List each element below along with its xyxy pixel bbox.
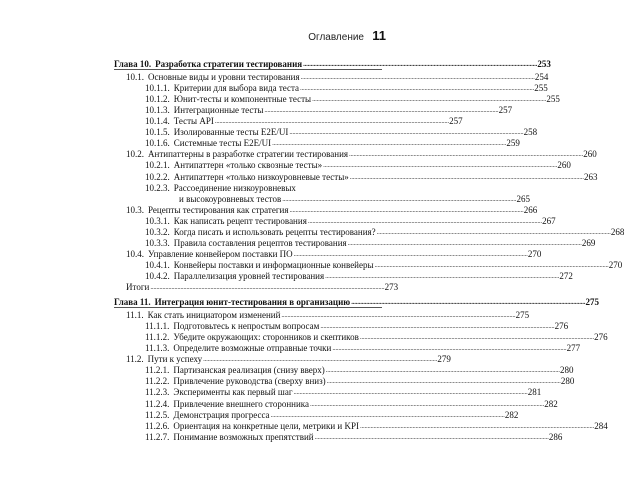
toc-entry-page: 255 — [546, 94, 560, 105]
toc-entry-page: 260 — [583, 149, 597, 160]
toc-entry-title: Управление конвейером поставки ПО — [148, 248, 293, 259]
toc-entry-title: Тесты API — [173, 116, 214, 127]
toc-entry-title: Когда писать и использовать рецепты тестирования? — [173, 226, 376, 237]
toc-entry-page: 281 — [527, 387, 542, 398]
toc-entry-page: 279 — [437, 354, 451, 365]
toc-entry-number: 10.3. — [126, 204, 144, 215]
toc-entry-title: Антипаттерн «только низкоуровневые тесты» — [173, 171, 349, 182]
toc-entry-title: Эксперименты как первый шаг — [173, 387, 293, 398]
chapter-underline — [114, 307, 382, 308]
toc-entry — [126, 281, 399, 293]
toc-entry-page: 275 — [515, 310, 530, 321]
toc-entry-page: 284 — [594, 420, 608, 431]
toc-entry-title: Разработка стратегии тестирования — [155, 59, 303, 69]
page-number: 11 — [372, 28, 386, 43]
dot-leader — [351, 296, 584, 308]
toc-entry-page: 254 — [534, 72, 549, 83]
toc-entry-number: 10.4.2. — [145, 270, 170, 281]
toc-entry-number: Глава 10. — [114, 59, 152, 69]
toc-entry-title: Привлечение внешнего сторонника — [173, 398, 310, 409]
page-header — [0, 26, 500, 46]
chapter-underline — [114, 69, 382, 70]
toc-entry-number: 10.1.2. — [145, 94, 170, 105]
toc-entry-page: 253 — [537, 59, 551, 69]
toc-entry-title: Как стать инициатором изменений — [147, 310, 281, 321]
dot-leader — [315, 431, 548, 443]
toc-entry-title: Как написать рецепт тестирования — [173, 215, 307, 226]
dot-leader — [350, 171, 583, 183]
toc-entry-number: 10.2. — [126, 149, 144, 160]
toc-entry-page: 257 — [498, 105, 513, 116]
toc-entry-number: 10.1.4. — [145, 116, 170, 127]
toc-entry-page: 282 — [504, 409, 519, 420]
toc-entry-page: 266 — [523, 204, 538, 215]
toc-entry-title: Определите возможные отправные точки — [173, 343, 332, 354]
toc-entry-number: 11.1. — [126, 310, 144, 321]
toc-entry-number: 10.1.1. — [145, 83, 170, 94]
toc-entry-title: Антипаттерн «только сквозные тесты» — [173, 160, 323, 171]
toc-entry-title: Правила составления рецептов тестирования — [173, 237, 347, 248]
toc-entry-page: 286 — [548, 431, 563, 442]
toc-entry-number: 11.1.2. — [145, 332, 170, 343]
toc-entry-number: 10.1. — [126, 72, 144, 83]
running-head-title: Оглавление — [308, 32, 364, 43]
toc-entry-page: 276 — [594, 332, 608, 343]
toc-entry-number: 10.3.3. — [145, 237, 170, 248]
toc-entry-number: 10.4.1. — [145, 259, 170, 270]
toc-entry-title: Параллелизация уровней тестирования — [173, 270, 325, 281]
toc-entry-number: 10.2.2. — [145, 171, 170, 182]
toc-entry-page: 267 — [542, 215, 556, 226]
toc-entry-number: 11.2.1. — [145, 365, 170, 376]
toc-entry-title: Партизанская реализация (снизу вверх) — [173, 365, 325, 376]
toc-entry-title: Интеграция юнит-тестирования в организацию — [154, 297, 351, 308]
toc-entry — [145, 431, 563, 443]
toc-entry-number: 11.2.7. — [145, 431, 170, 442]
toc-entry-title: Юнит-тесты и компонентные тесты — [173, 94, 312, 105]
toc-entry-title: Понимание возможных препятствий — [173, 431, 314, 442]
toc-entry-title: Убедите окружающих: сторонников и скептиков — [173, 332, 359, 343]
toc-entry-page: 272 — [559, 270, 573, 281]
toc-entry-page: 268 — [610, 226, 624, 237]
toc-entry-page: 260 — [557, 160, 571, 171]
toc-entry-number: 10.2.3. — [145, 182, 170, 193]
toc-entry-number: Глава 11. — [114, 297, 151, 308]
dot-leader — [150, 281, 383, 293]
toc-entry-title: Антипаттерны в разработке стратегии тестирования — [148, 149, 349, 160]
toc-entry-number: 10.3.1. — [145, 215, 170, 226]
toc-entry-page: 275 — [585, 297, 599, 308]
toc-entry-title: Конвейеры поставки и информационные конвейеры — [173, 259, 374, 270]
toc-entry-title: Критерии для выбора вида теста — [173, 83, 300, 94]
toc-entry-number: 10.1.6. — [145, 138, 170, 149]
toc-entry-number: 11.2.6. — [145, 420, 170, 431]
toc-entry-title: Основные виды и уровни тестирования — [148, 72, 300, 83]
toc-entry-number: 11.1.1. — [145, 321, 170, 332]
toc-entry-number: 10.2.1. — [145, 160, 170, 171]
toc-entry-number: 11.1.3. — [145, 343, 170, 354]
toc-entry-number: 11.2. — [126, 354, 144, 365]
toc-entry-number: 10.1.3. — [145, 105, 170, 116]
toc-entry-title: Итоги — [126, 282, 150, 292]
toc-entry-page: 270 — [608, 259, 623, 270]
toc-entry-page: 259 — [506, 138, 520, 149]
toc-entry-title: и высокоуровневых тестов — [179, 193, 282, 204]
toc-entry-page: 273 — [384, 282, 399, 292]
toc-entry-title: Системные тесты E2E/UI — [173, 138, 272, 149]
toc-entry-number: 10.3.2. — [145, 226, 170, 237]
toc-entry-title: Ориентация на конкретные цели, метрики и KPI — [173, 420, 359, 431]
toc-entry-page: 282 — [544, 398, 558, 409]
toc-entry-page: 280 — [560, 365, 574, 376]
toc-entry-page: 265 — [516, 193, 530, 204]
toc-entry-page: 280 — [560, 376, 575, 387]
toc-entry-title: Привлечение руководства (сверху вниз) — [173, 376, 326, 387]
toc-entry-page: 255 — [534, 83, 548, 94]
toc-entry-title: Рассоединение низкоуровневых — [173, 182, 296, 193]
toc-entry-title: Пути к успеху — [147, 354, 203, 365]
toc-entry-page: 277 — [566, 343, 581, 354]
toc-entry-page: 276 — [554, 321, 569, 332]
toc-entry-title: Демонстрация прогресса — [173, 409, 270, 420]
toc-entry-title: Рецепты тестирования как стратегия — [148, 204, 289, 215]
toc-entry-number: 11.2.5. — [145, 409, 170, 420]
toc-entry-number: 11.2.3. — [145, 387, 170, 398]
toc-entry-title: Подготовьтесь к непростым вопросам — [173, 321, 320, 332]
toc-entry-page: 258 — [523, 127, 538, 138]
toc-entry-number: 11.2.4. — [145, 398, 170, 409]
toc-entry-number: 11.2.2. — [145, 376, 170, 387]
toc-entry-page: 269 — [581, 237, 596, 248]
toc-entry-title: Интеграционные тесты — [173, 105, 264, 116]
toc-entry-page: 263 — [584, 171, 598, 182]
toc-entry-page: 257 — [449, 116, 463, 127]
toc-entry-number: 10.4. — [126, 248, 144, 259]
toc-entry-number: 10.1.5. — [145, 127, 170, 138]
toc-entry-page: 270 — [527, 248, 542, 259]
toc-entry-title: Изолированные тесты E2E/UI — [173, 127, 289, 138]
